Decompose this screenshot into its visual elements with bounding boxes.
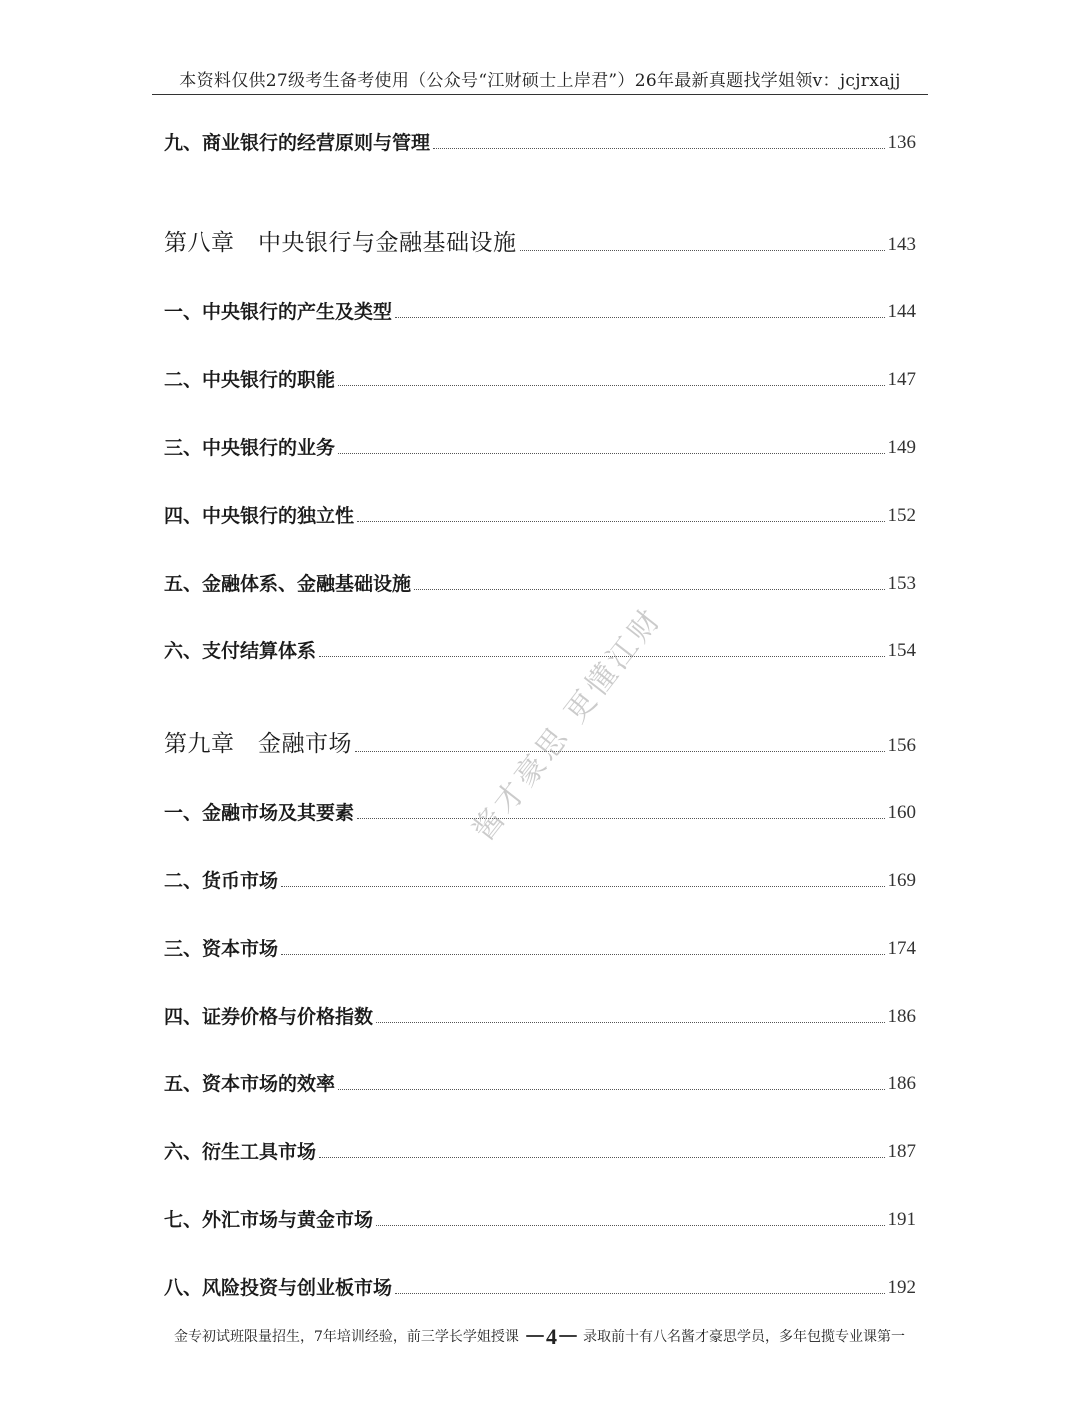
toc-entry-title: 三、资本市场 <box>164 938 279 960</box>
toc-entry-title: 二、货币市场 <box>164 870 279 892</box>
toc-entry[interactable] <box>164 131 916 155</box>
page-number: －4－ <box>524 1324 580 1349</box>
toc-entry-page: 156 <box>887 735 916 756</box>
dot-leader <box>338 452 884 454</box>
toc-entry[interactable] <box>164 869 916 893</box>
toc-entry[interactable] <box>164 801 916 825</box>
toc-entry-title: 一、中央银行的产生及类型 <box>164 301 393 323</box>
toc-entry-page: 192 <box>887 1277 916 1298</box>
watermark: 酱才豪思 更懂江财 <box>466 600 670 848</box>
dot-leader <box>395 316 884 318</box>
toc-entry[interactable] <box>164 300 916 324</box>
toc-entry-title: 四、证券价格与价格指数 <box>164 1006 374 1028</box>
toc-entry-title: 一、金融市场及其要素 <box>164 802 355 824</box>
toc-entry[interactable] <box>164 1140 916 1164</box>
toc-entry[interactable] <box>164 1005 916 1029</box>
toc-entry-page: 174 <box>887 938 916 959</box>
toc-entry[interactable] <box>164 368 916 392</box>
dot-leader <box>338 1088 884 1090</box>
toc-entry-title: 八、风险投资与创业板市场 <box>164 1277 393 1299</box>
footer-right-text: 录取前十有八名酱才豪思学员，多年包揽专业课第一 <box>583 1329 905 1345</box>
toc-entry[interactable] <box>164 1208 916 1232</box>
toc-entry-page: 152 <box>887 505 916 526</box>
toc-entry-page: 144 <box>887 301 916 322</box>
footer-left-text: 金专初试班限量招生，7年培训经验，前三学长学姐授课 <box>174 1329 519 1345</box>
toc-entry-page: 187 <box>887 1141 916 1162</box>
dot-leader <box>376 1224 884 1226</box>
dot-leader <box>281 885 884 887</box>
dot-leader <box>376 1021 884 1023</box>
toc-entry-title: 三、中央银行的业务 <box>164 437 336 459</box>
toc-entry-page: 143 <box>887 234 916 255</box>
toc-entry-page: 147 <box>887 369 916 390</box>
toc-chapter-entry[interactable] <box>164 229 916 257</box>
toc-entry-page: 169 <box>887 870 916 891</box>
page-footer <box>0 1324 1080 1348</box>
toc-entry-page: 160 <box>887 802 916 823</box>
dot-leader <box>520 249 885 251</box>
dot-leader <box>338 384 884 386</box>
toc-chapter-title: 第九章 金融市场 <box>164 731 352 757</box>
toc-entry-page: 136 <box>887 132 916 153</box>
dot-leader <box>319 1156 884 1158</box>
dot-leader <box>357 817 884 819</box>
toc-entry[interactable] <box>164 504 916 528</box>
toc-entry-page: 154 <box>887 640 916 661</box>
toc-entry-title: 二、中央银行的职能 <box>164 369 336 391</box>
toc-entry-title: 九、商业银行的经营原则与管理 <box>164 132 431 154</box>
toc-chapter-title: 第八章 中央银行与金融基础设施 <box>164 230 517 256</box>
dot-leader <box>281 953 884 955</box>
toc-entry-title: 五、资本市场的效率 <box>164 1073 336 1095</box>
toc-entry-title: 五、金融体系、金融基础设施 <box>164 573 412 595</box>
toc-entry-page: 186 <box>887 1006 916 1027</box>
toc-entry-page: 153 <box>887 573 916 594</box>
toc-entry-page: 149 <box>887 437 916 458</box>
toc-entry[interactable] <box>164 1072 916 1096</box>
toc-entry[interactable] <box>164 1276 916 1300</box>
toc-entry[interactable] <box>164 639 916 663</box>
page-header: 本资料仅供27级考生备考使用（公众号“江财硕士上岸君”）26年最新真题找学姐领v：jcjrxajj <box>152 70 928 95</box>
toc-entry[interactable] <box>164 572 916 596</box>
dot-leader <box>355 750 885 752</box>
toc-entry-title: 六、衍生工具市场 <box>164 1141 317 1163</box>
toc-entry-page: 186 <box>887 1073 916 1094</box>
toc-entry-title: 七、外汇市场与黄金市场 <box>164 1209 374 1231</box>
toc-entry[interactable] <box>164 436 916 460</box>
dot-leader <box>357 520 884 522</box>
toc-entry-page: 191 <box>887 1209 916 1230</box>
dot-leader <box>433 147 884 149</box>
toc-entry-title: 四、中央银行的独立性 <box>164 505 355 527</box>
toc-entry-title: 六、支付结算体系 <box>164 640 317 662</box>
toc-entry[interactable] <box>164 937 916 961</box>
dot-leader <box>395 1292 884 1294</box>
